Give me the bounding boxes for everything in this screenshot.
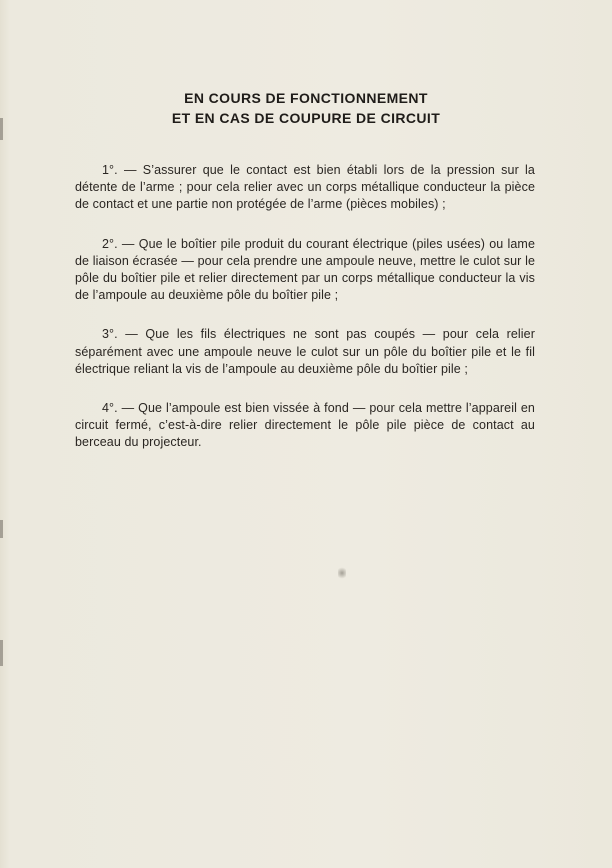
page-title bbox=[0, 88, 612, 128]
title-line-2: ET EN CAS DE COUPURE DE CIRCUIT bbox=[171, 110, 441, 126]
paragraph-3: 3°. — Que les fils électriques ne sont pas coupés — pour cela relier séparément avec une ampoule neuve le culot sur un pôle du boîtier pile et le fil électrique reliant la vis de l’ampoule au deuxième pôle du boîtier pile ; bbox=[75, 327, 535, 376]
instructions-body bbox=[75, 162, 535, 474]
paper-speck bbox=[338, 566, 346, 580]
page-edge-mark bbox=[0, 520, 3, 538]
page-edge-mark bbox=[0, 640, 3, 666]
title-line-1: EN COURS DE FONCTIONNEMENT bbox=[184, 90, 428, 106]
paragraph-2: 2°. — Que le boîtier pile produit du courant électrique (piles usées) ou lame de liaison écrasée — pour cela prendre une ampoule neuve, mettre le culot sur le pôle du boîtier pile et relier directement par un corps métallique conducteur la vis de l’ampoule au deuxième pôle du boîtier pile ; bbox=[75, 236, 535, 303]
paragraph-1: 1°. — S’assurer que le contact est bien établi lors de la pression sur la détente de l’arme ; pour cela relier avec un corps métallique conducteur la pièce de contact et une partie non protégée de l’arme (pièces mobiles) ; bbox=[75, 163, 535, 212]
paragraph-4: 4°. — Que l’ampoule est bien vissée à fond — pour cela mettre l’appareil en circuit fermé, c’est-à-dire relier directement le pôle pile pièce de contact au berceau du projecteur. bbox=[75, 401, 535, 450]
